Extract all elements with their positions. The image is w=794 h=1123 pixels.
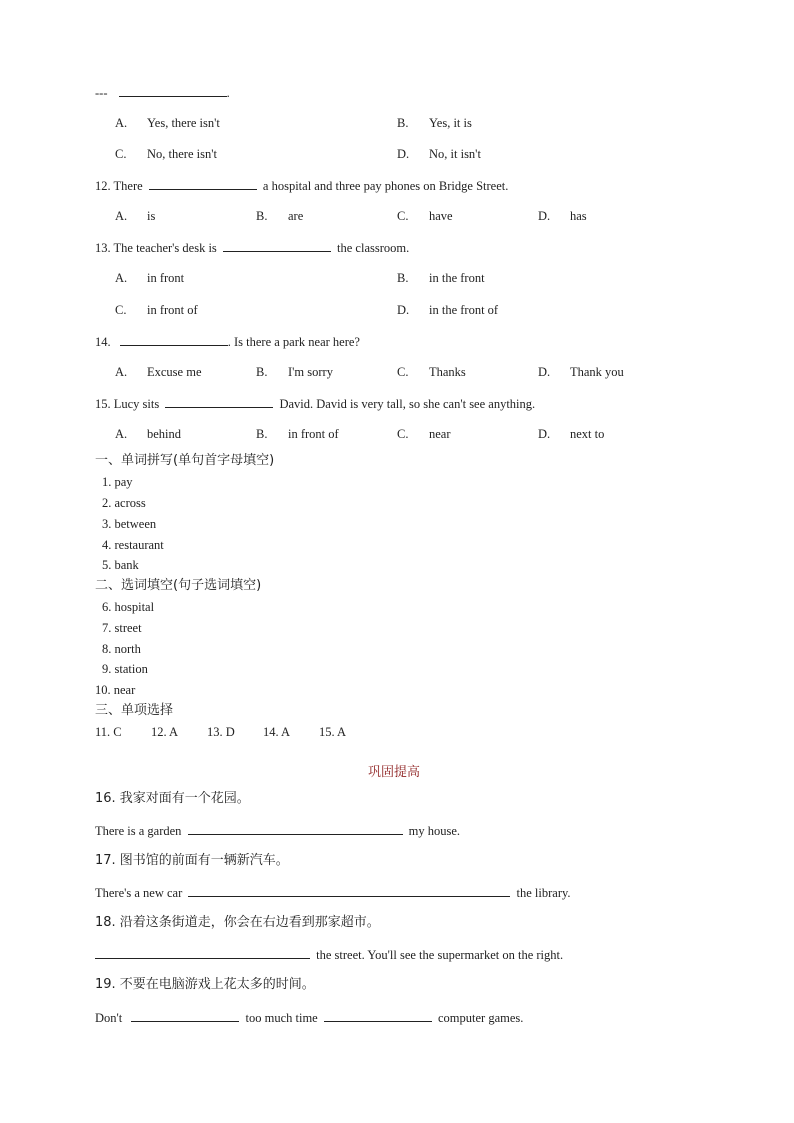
q13-stem: 13. The teacher's desk is the classroom.	[95, 241, 410, 255]
answer-item: 14. A	[263, 725, 291, 739]
q14-stem: 14. . Is there a park near here?	[95, 335, 360, 349]
answer-item: 13. D	[207, 725, 235, 739]
q16-prompt: 16. 我家对面有一个花园。	[95, 791, 250, 806]
q14-blank[interactable]	[120, 333, 228, 346]
q11-option-b[interactable]: B. Yes, it is	[397, 116, 472, 130]
q15-blank[interactable]	[165, 395, 273, 408]
answer-section-3-heading: 三、单项选择	[95, 703, 174, 718]
answer-item: 12. A	[151, 725, 179, 739]
q12-option-d[interactable]: D. has	[538, 209, 587, 223]
q17-blank[interactable]	[188, 884, 510, 897]
answer-item: 4. restaurant	[102, 538, 164, 552]
q18-sentence: the street. You'll see the supermarket on the right.	[95, 946, 563, 963]
q11-option-a[interactable]: A. Yes, there isn't	[115, 116, 220, 130]
answer-item: 3. between	[102, 517, 157, 531]
q15-option-c[interactable]: C. near	[397, 427, 451, 441]
q15-option-a[interactable]: A. behind	[115, 427, 182, 441]
answer-item: 5. bank	[102, 558, 139, 572]
q15-option-d[interactable]: D. next to	[538, 427, 605, 441]
answer-item: 15. A	[319, 725, 347, 739]
q19-blank-1[interactable]	[131, 1009, 239, 1022]
answer-section-1-heading: 一、单词拼写(单句首字母填空)	[95, 453, 275, 468]
q11-blank[interactable]	[119, 84, 227, 97]
q13-option-d[interactable]: D. in the front of	[397, 303, 499, 317]
q12-blank[interactable]	[149, 177, 257, 190]
q16-sentence: There is a garden my house.	[95, 824, 461, 838]
q16-blank[interactable]	[188, 822, 403, 835]
answer-section-2-heading: 二、选词填空(句子选词填空)	[95, 578, 262, 593]
q14-option-a[interactable]: A. Excuse me	[115, 365, 202, 379]
q13-option-b[interactable]: B. in the front	[397, 271, 485, 285]
section-title: 巩固提高	[368, 765, 421, 780]
q11-option-c[interactable]: C. No, there isn't	[115, 147, 217, 161]
answer-item: 9. station	[102, 662, 148, 676]
answer-item: 11. C	[95, 725, 122, 739]
q18-prompt: 18. 沿着这条街道走，你会在右边看到那家超市。	[95, 915, 380, 930]
q12-option-a[interactable]: A. is	[115, 209, 156, 223]
q12-stem: 12. There a hospital and three pay phones on Bridge Street.	[95, 179, 509, 193]
q13-blank[interactable]	[223, 239, 331, 252]
answer-item: 7. street	[102, 621, 142, 635]
answer-item: 10. near	[95, 683, 136, 697]
q14-option-b[interactable]: B. I'm sorry	[256, 365, 333, 379]
q11-dashes: ---	[95, 86, 108, 100]
q13-option-a[interactable]: A. in front	[115, 271, 185, 285]
q19-sentence: Don't too much time computer games.	[95, 1011, 524, 1025]
q12-option-b[interactable]: B. are	[256, 209, 304, 223]
q11-option-d[interactable]: D. No, it isn't	[397, 147, 481, 161]
answer-item: 2. across	[102, 496, 146, 510]
q18-blank[interactable]	[95, 946, 310, 959]
answer-item: 6. hospital	[102, 600, 155, 614]
q19-prompt: 19. 不要在电脑游戏上花太多的时间。	[95, 977, 315, 992]
q15-stem: 15. Lucy sits David. David is very tall, so she can't see anything.	[95, 397, 536, 411]
q11-answer-line: --- .	[95, 86, 230, 100]
answer-item: 1. pay	[102, 475, 133, 489]
q14-option-c[interactable]: C. Thanks	[397, 365, 466, 379]
q17-prompt: 17. 图书馆的前面有一辆新汽车。	[95, 853, 289, 868]
q17-sentence: There's a new car the library.	[95, 886, 571, 900]
answer-item: 8. north	[102, 642, 141, 656]
q12-option-c[interactable]: C. have	[397, 209, 453, 223]
q15-option-b[interactable]: B. in front of	[256, 427, 339, 441]
q14-option-d[interactable]: D. Thank you	[538, 365, 624, 379]
q19-blank-2[interactable]	[324, 1009, 432, 1022]
q13-option-c[interactable]: C. in front of	[115, 303, 198, 317]
